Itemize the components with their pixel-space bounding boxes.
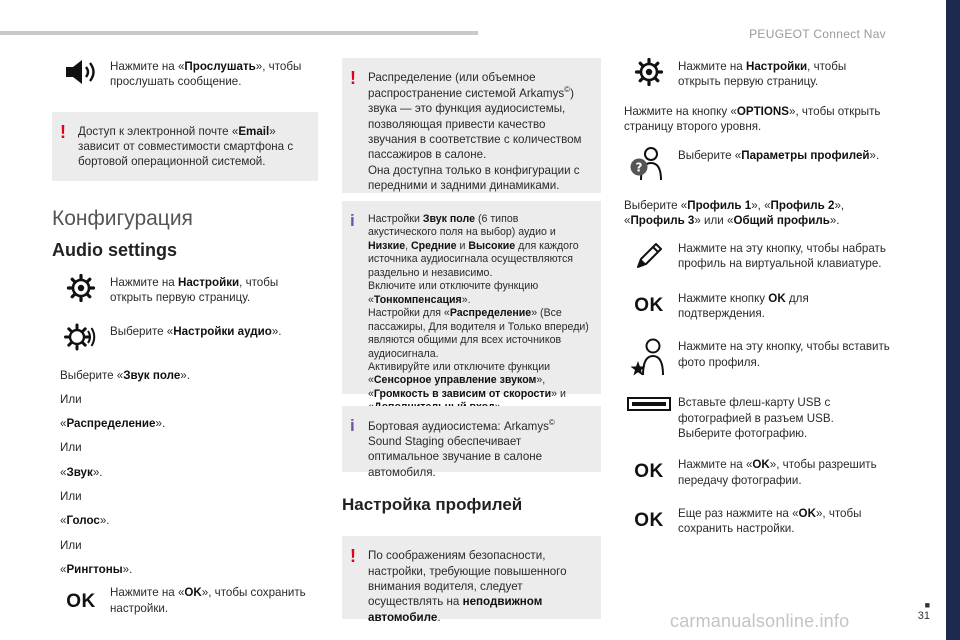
email-bold: Email <box>238 124 270 138</box>
svg-text:?: ? <box>635 160 643 175</box>
pencil-icon <box>620 239 678 273</box>
r10-post: », чтобы сохранить настройки. <box>678 506 862 536</box>
listen-text <box>110 57 318 90</box>
si-t: » и <box>551 387 566 400</box>
safety-warning-box <box>342 536 601 624</box>
si-n: Распределение <box>449 307 532 320</box>
si-d: Низкие <box>368 239 406 252</box>
r1-row <box>620 57 890 90</box>
ok-icon <box>620 455 678 484</box>
r9-text <box>678 455 890 488</box>
r4-f: Профиль 3 <box>630 214 695 228</box>
watermark: carmanualsonline.info <box>670 611 850 631</box>
email-warning-box <box>52 112 318 182</box>
step2-row <box>52 322 318 352</box>
r2-text <box>624 104 890 135</box>
q-open: « <box>60 562 67 576</box>
r9-bold: OK <box>752 458 770 472</box>
r6-bold: OK <box>768 291 786 305</box>
r9-post: », чтобы разрешить передачу фотографии. <box>678 458 877 487</box>
choose-line <box>60 368 318 383</box>
option-voice <box>60 513 318 528</box>
r4-a: Выберите « <box>624 199 688 213</box>
si-i: для каждого источника аудиосигнала осуществляются раздельно и независимо. <box>368 239 579 279</box>
r4-b: Профиль 1 <box>687 199 752 213</box>
si-a: Настройки <box>368 213 423 225</box>
r7-row <box>620 337 890 379</box>
arkamys-warning-box <box>342 58 601 193</box>
r10-row <box>620 504 890 537</box>
q-close: ». <box>99 514 110 528</box>
profile-help-icon <box>620 146 678 182</box>
info-icon: i <box>350 211 355 230</box>
step1-text <box>110 273 318 306</box>
r9-row <box>620 455 890 488</box>
r10-pre: Еще раз нажмите на « <box>678 506 799 520</box>
opt2-bold: Звук <box>66 465 93 479</box>
step2-text <box>110 322 318 339</box>
r2-post: », чтобы открыть страницу второго уровня. <box>624 104 881 133</box>
r4-e: », « <box>624 199 845 228</box>
section-title: Конфигурация <box>52 207 193 231</box>
gear-icon <box>52 273 110 303</box>
r3-post: ». <box>869 149 880 163</box>
option-sound <box>60 465 318 480</box>
si-k: Тонкомпенсация <box>373 293 462 306</box>
or-2: Или <box>60 441 82 455</box>
system-info-box <box>342 406 601 479</box>
r7-text: Нажмите на эту кнопку, чтобы вставить фото профиля. <box>678 340 890 369</box>
safety-post: . <box>437 610 441 624</box>
r3-text <box>678 146 890 163</box>
si-l: ». <box>461 293 471 306</box>
step2-bold: Настройки аудио <box>173 324 272 338</box>
r4-d: Профиль 2 <box>770 199 835 213</box>
opt4-bold: Рингтоны <box>66 562 123 576</box>
arkamys-p2: Она доступна только в конфигурации с передними и задними динамиками. <box>368 163 580 192</box>
save-row <box>52 583 318 616</box>
sound-info-p3 <box>368 307 589 361</box>
middle-column <box>342 58 601 624</box>
left-column <box>52 57 318 616</box>
top-rule <box>0 31 478 35</box>
opt1-bold: Распределение <box>66 417 156 431</box>
warning-icon: ! <box>350 68 356 88</box>
choose-bold: Звук поле <box>123 368 181 382</box>
profiles-title: Настройка профилей <box>342 495 523 514</box>
listen-bold: Прослушать <box>184 60 256 73</box>
r3-row <box>620 146 890 182</box>
r8-line1: Вставьте флеш-карту USB с фотографией в разъем USB. <box>678 396 834 425</box>
page-number: 31 <box>917 610 930 623</box>
copyright-sup: © <box>548 418 555 427</box>
q-open: « <box>60 465 67 479</box>
save-text <box>110 583 318 616</box>
si-j: Включите или отключите функцию « <box>368 280 539 306</box>
si-q: Сенсорное управление звуком <box>373 374 537 387</box>
si-h: Высокие <box>468 239 516 252</box>
safety-warning-text <box>368 548 589 624</box>
step1-bold: Настройки <box>177 275 240 289</box>
page-number-block <box>918 601 930 624</box>
page-dot: ■ <box>924 600 930 611</box>
profile-photo-icon <box>620 337 678 379</box>
si-c: (6 типов акустического поля на выбор) аудио и <box>368 213 556 239</box>
q-close: ». <box>92 465 103 479</box>
r3-bold: Параметры профилей <box>741 149 870 163</box>
r1-text <box>678 57 890 90</box>
si-p: Активируйте или отключите функции « <box>368 360 551 387</box>
ok-icon-label: OK <box>634 294 664 316</box>
gear-icon <box>620 57 678 87</box>
r1-pre: Нажмите на <box>678 60 746 73</box>
ok-icon-label: OK <box>66 591 96 613</box>
save-post: », чтобы сохранить настройки. <box>110 586 306 615</box>
safety-bold: неподвижном автомобиле <box>368 595 543 624</box>
info-icon: i <box>350 416 355 435</box>
r1-post: , чтобы открыть первую страницу. <box>678 60 847 89</box>
ok-icon <box>52 583 110 614</box>
sound-info-p1 <box>368 213 589 280</box>
email-post: » зависит от совместимости смартфона с бортовой операционной системой. <box>78 124 294 169</box>
r10-bold: OK <box>798 506 816 520</box>
r8-line2: Выберите фотографию. <box>678 426 808 440</box>
usb-slot-icon <box>620 393 678 411</box>
r10-text <box>678 504 890 537</box>
arkamys-p1-pre: Распределение (или объемное распространение системой Arkamys <box>368 71 565 101</box>
choose-post: ». <box>180 368 190 382</box>
si-e: , <box>405 239 412 252</box>
r6-text <box>678 289 890 322</box>
r4-g: » или « <box>694 214 734 228</box>
step2-post: ». <box>271 324 282 338</box>
r6-row <box>620 289 890 322</box>
right-column <box>620 57 890 536</box>
choose-pre: Выберите « <box>60 368 124 382</box>
opt3-bold: Голос <box>66 514 100 528</box>
r6-pre: Нажмите кнопку <box>678 291 769 305</box>
ok-icon-label: OK <box>634 509 664 531</box>
si-g: и <box>456 239 469 252</box>
save-bold: OK <box>184 586 202 600</box>
ok-icon-label: OK <box>634 461 664 483</box>
or-4: Или <box>60 538 82 552</box>
q-close: ». <box>122 562 133 576</box>
step1-post: , чтобы открыть первую страницу. <box>110 275 279 305</box>
q-open: « <box>60 417 67 431</box>
r8-row <box>620 393 890 441</box>
listen-row <box>52 57 318 90</box>
r2-bold: OPTIONS <box>736 104 790 118</box>
arkamys-p1-post: ) звука — это функция аудиосистемы, позволяющая привести качество звучания в соответствие с количеством пассажиров в салоне. <box>368 87 582 162</box>
r1-bold: Настройки <box>745 60 808 73</box>
sys-pre: Бортовая аудиосистема: Arkamys <box>368 419 549 433</box>
r2-pre: Нажмите на кнопку « <box>624 104 737 118</box>
arkamys-p1 <box>368 70 589 163</box>
q-open: « <box>60 514 67 528</box>
q-close: ». <box>155 417 166 431</box>
email-warning-text <box>78 124 306 170</box>
warning-icon: ! <box>350 546 356 567</box>
step1-pre: Нажмите на <box>110 275 178 289</box>
si-f: Средние <box>411 239 457 252</box>
save-pre: Нажмите на « <box>110 586 185 600</box>
r3-pre: Выберите « <box>678 149 742 163</box>
side-tab <box>946 0 960 640</box>
listen-post: », чтобы прослушать сообщение. <box>110 60 302 89</box>
sound-info-p2 <box>368 280 589 307</box>
r4-h: Общий профиль <box>733 214 830 228</box>
email-pre: Доступ к электронной почте « <box>78 124 239 138</box>
r9-pre: Нажмите на « <box>678 458 753 472</box>
audio-title: Audio settings <box>52 240 177 261</box>
system-info-text <box>368 418 589 480</box>
r5-row <box>620 239 890 273</box>
step2-pre: Выберите « <box>110 324 174 338</box>
si-b: Звук поле <box>422 213 476 225</box>
ok-icon <box>620 504 678 533</box>
page-header: PEUGEOT Connect Nav <box>749 27 886 41</box>
r6-post: для подтверждения. <box>678 291 809 321</box>
si-m: Настройки для « <box>368 307 450 320</box>
copyright-sup: © <box>564 85 571 95</box>
r5-text: Нажмите на эту кнопку, чтобы набрать профиль на виртуальной клавиатуре. <box>678 241 886 271</box>
audio-settings-icon <box>52 322 110 352</box>
or-3: Или <box>60 490 82 504</box>
sys-post: Sound Staging обеспечивает оптимальное звучание в салоне автомобиля. <box>368 435 543 479</box>
r8-text <box>678 393 890 441</box>
si-o: » (Все пассажиры, Для водителя и Только впереди) являются общими для всех источников аудиосигнала. <box>368 307 589 360</box>
safety-pre: По соображениям безопасности, настройки, требующие повышенного внимания водителя, следует осуществлять на <box>368 549 567 609</box>
ok-icon <box>620 289 678 318</box>
warning-icon: ! <box>60 121 66 142</box>
option-ringtones <box>60 562 318 577</box>
r4-text <box>624 198 890 229</box>
step1-row <box>52 273 318 306</box>
option-distribution <box>60 416 318 431</box>
si-r: », « <box>368 374 546 400</box>
or-1: Или <box>60 392 82 406</box>
sound-info-box <box>342 201 601 400</box>
r4-i: ». <box>829 214 840 228</box>
r4-c: », « <box>751 199 771 213</box>
speaker-icon <box>52 57 110 87</box>
si-s: Громкость в зависим от скорости <box>373 387 552 400</box>
listen-pre: Нажмите на « <box>110 60 185 73</box>
sound-options-list <box>60 368 318 578</box>
